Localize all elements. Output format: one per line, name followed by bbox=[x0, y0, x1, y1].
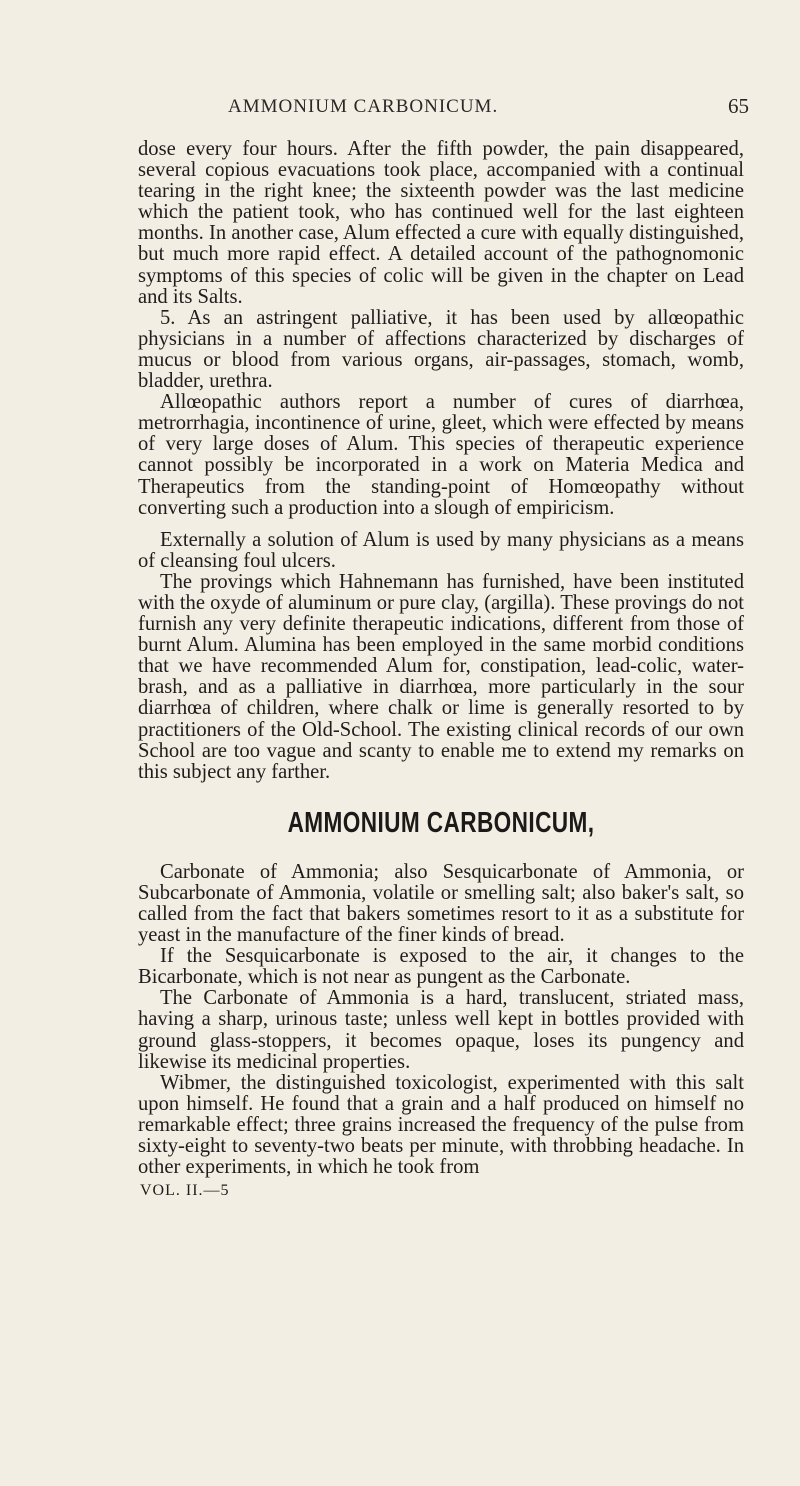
paragraph-wibmer: Wibmer, the distinguished toxicologist, experimented with this salt upon himself. He found that a grain and a half produced on himself no remarkable effect; three grains increased the frequency of the pulse from sixty-eight to seventy-two beats per minute, with throbbing headache. In other experiments, in which he took from bbox=[138, 1071, 744, 1179]
paragraph-external-use: Externally a solution of Alum is used by many physicians as a means of cleansing foul ulcers. bbox=[138, 528, 744, 572]
running-head: AMMONIUM CARBONICUM. bbox=[228, 96, 499, 117]
paragraph-carbonate-definition: Carbonate of Ammonia; also Sesquicarbonate of Ammonia, or Subcarbonate of Ammonia, volatile or smelling salt; also baker's salt, so called from the fact that bakers sometimes resort to it as a substitute for yeast in the manufacture of the finer kinds of bread. bbox=[138, 860, 744, 947]
paragraph-astringent-palliative: 5. As an astringent palliative, it has been used by allœopathic physicians in a number of affections characterized by discharges of mucus or blood from various organs, air-passages, stomach, womb, bladder, urethra. bbox=[138, 306, 744, 393]
page-number: 65 bbox=[728, 94, 749, 118]
heading-gap-bottom bbox=[138, 839, 744, 862]
paragraph-properties: The Carbonate of Ammonia is a hard, translucent, striated mass, having a sharp, urinous taste; unless well kept in bottles provided with ground glass-stoppers, it becomes opaque, loses its pungency and likewise its medicinal properties. bbox=[138, 987, 744, 1073]
body-text bbox=[138, 139, 744, 1201]
paragraph-provings: The provings which Hahnemann has furnished, have been instituted with the oxyde of aluminum or pure clay, (argilla). These provings do not furnish any very definite therapeutic indications, different from those of burnt Alum. Alumina has been employed in the same morbid conditions that we have recommended Alum for, constipation, lead-colic, water-brash, and as a palliative in diarrhœa, more particularly in the sour diarrhœa of children, where chalk or lime is generally resorted to by practitioners of the Old-School. The existing clinical records of our own School are too vague and scanty to enable me to extend my remarks on this subject any farther. bbox=[138, 570, 744, 783]
volume-signature: VOL. II.—5 bbox=[140, 1182, 230, 1200]
paragraph-alloeopathic-cures: Allœopathic authors report a number of cures of diarrhœa, metrorrhagia, incontinence of urine, gleet, which were effected by means of very large doses of Alum. This species of therapeutic experience cannot possibly be incorporated in a work on Materia Medica and Therapeutics from the standing-point of Homœopathy without converting such a production into a slough of empiricism. bbox=[138, 391, 744, 519]
section-heading: AMMONIUM CARBONICUM, bbox=[287, 806, 595, 839]
heading-gap-top bbox=[138, 783, 744, 807]
paragraph-sesquicarbonate: If the Sesquicarbonate is exposed to the air, it changes to the Bicarbonate, which is not near as pungent as the Carbonate. bbox=[138, 945, 744, 989]
paragraph-continuation: dose every four hours. After the fifth powder, the pain disappeared, several copious evacuations took place, accompanied with a continual tearing in the right knee; the sixteenth powder was the last medicine which the patient took, who has continued well for the last eighteen months. In another case, Alum effected a cure with equally distinguished, but much more rapid effect. A detailed account of the pathognomonic symptoms of this species of colic will be given in the chapter on Lead and its Salts. bbox=[138, 138, 744, 308]
